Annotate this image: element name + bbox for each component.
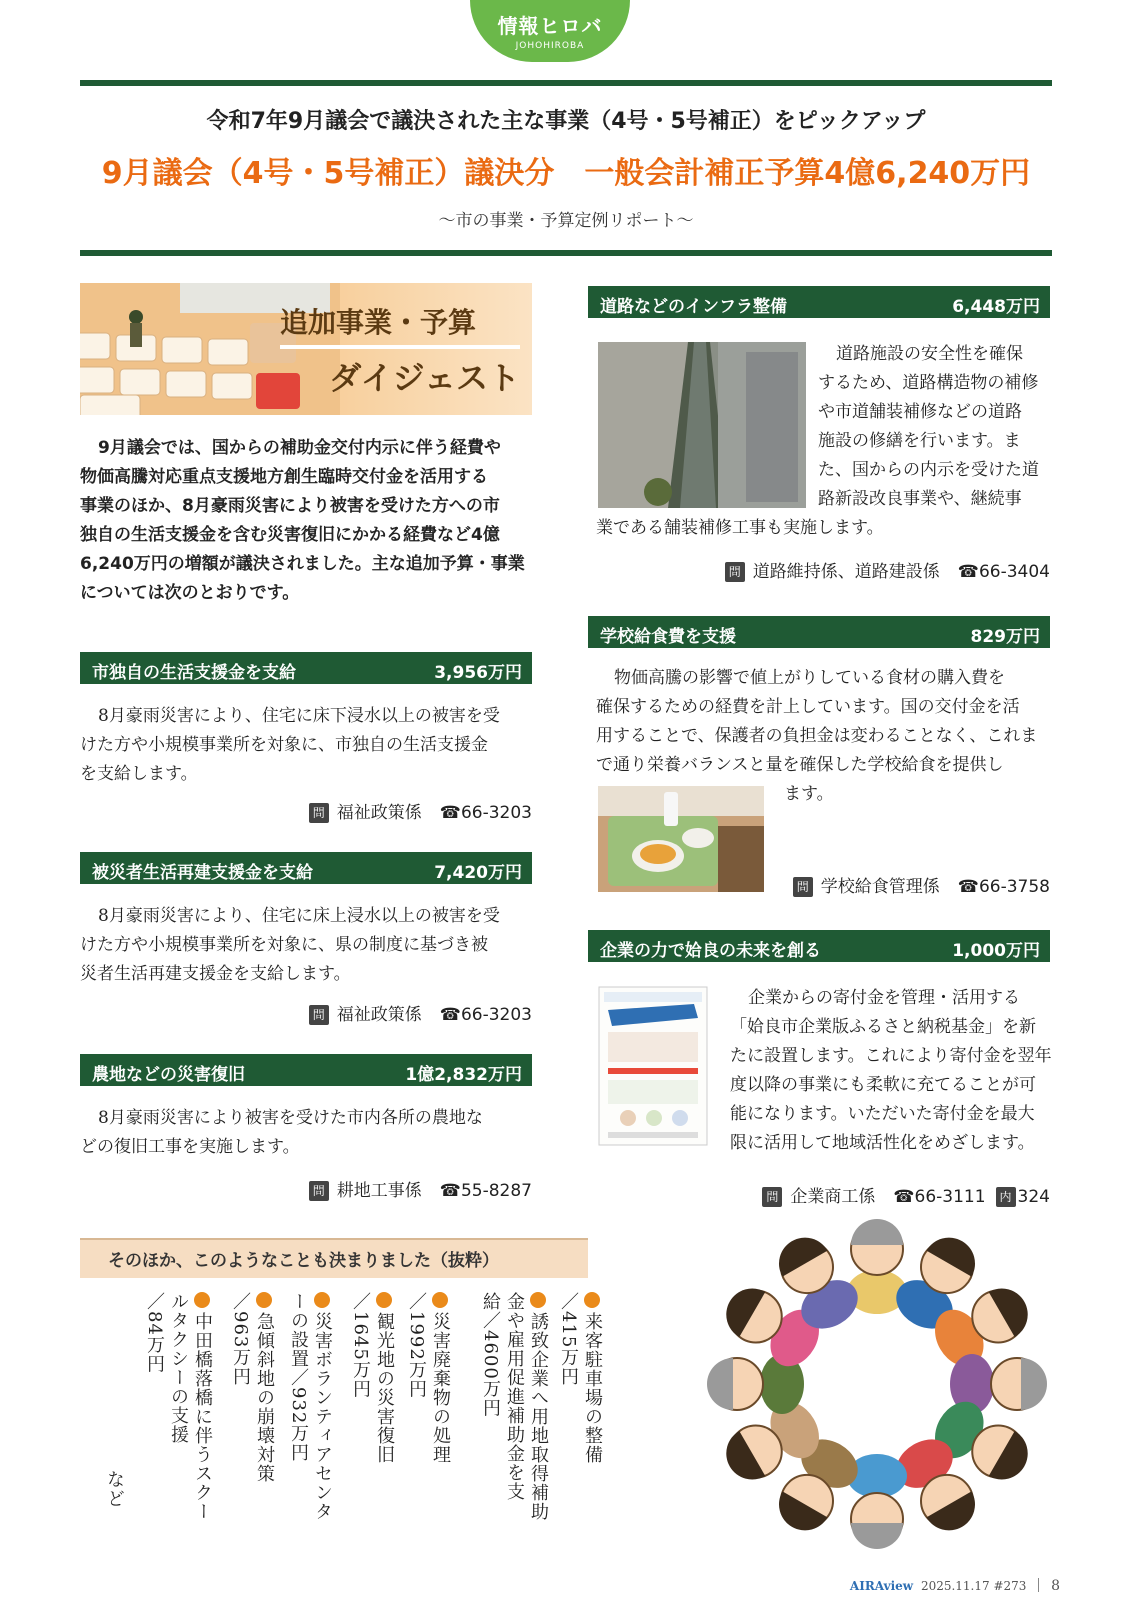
- body-line: けた方や小規模事業所を対象に、県の制度に基づき被: [80, 935, 488, 955]
- digest-banner: [80, 283, 532, 415]
- item-line: 金や雇用促進補助金を支: [504, 1292, 525, 1501]
- intro-line: 6,240万円の増額が議決されました。主な追加予算・事業: [80, 554, 525, 574]
- phone-number: 66-3203: [460, 1005, 532, 1025]
- section-amount: 1億2,832万円: [405, 1065, 522, 1085]
- contact-line: [290, 1176, 532, 1201]
- dept-name: 道路維持係、道路建設係: [752, 562, 940, 582]
- intro-line: 独自の生活支援金を含む災害復旧にかかる経費など4億: [80, 525, 500, 545]
- section-body: [80, 1104, 535, 1162]
- section-tab-subtitle: JOHOHIROBA: [515, 41, 585, 51]
- bullet-icon: [194, 1292, 210, 1308]
- section-title: 企業の力で姶良の未来を創る: [600, 941, 821, 961]
- dept-name: 学校給食管理係: [820, 877, 940, 897]
- magazine-brand: AIRAview: [849, 1579, 914, 1593]
- phone-icon: ☎: [439, 1005, 461, 1025]
- section-tab: [470, 0, 630, 62]
- item-line: 観光地の災害復旧: [374, 1312, 395, 1464]
- phone-number: 66-3203: [460, 803, 532, 823]
- body-line: 8月豪雨災害により、住宅に床下浸水以上の被害を受: [98, 706, 500, 726]
- item-line: ／415万円: [558, 1292, 579, 1387]
- section-title: 被災者生活再建支援金を支給: [92, 863, 313, 883]
- item-line: ーの設置／932万円: [288, 1292, 309, 1463]
- item-line: ／963万円: [230, 1292, 251, 1387]
- phone-icon: ☎: [957, 562, 979, 582]
- bullet-icon: [376, 1292, 392, 1308]
- body-line: た、国からの内示を受けた道: [818, 460, 1039, 480]
- section-header-living-support: [80, 652, 532, 684]
- body-line: 「姶良市企業版ふるさと納税基金」を新: [730, 1017, 1036, 1037]
- others-etc: など: [104, 1470, 125, 1508]
- inquiry-icon: 問: [309, 1005, 329, 1025]
- section-body: [596, 340, 1056, 543]
- intro-paragraph: [80, 434, 535, 608]
- page-headline: 9月議会（4号・5号補正）議決分 一般会計補正予算4億6,240万円: [101, 156, 1031, 191]
- bullet-icon: [432, 1292, 448, 1308]
- body-line: を支給します。: [80, 764, 198, 784]
- people-circle-illustration: [692, 1212, 1062, 1558]
- dept-name: 耕地工事係: [336, 1181, 422, 1201]
- list-item: [286, 1292, 334, 1521]
- contact-line: [290, 798, 532, 823]
- body-line: 用することで、保護者の負担金は変わることなく、これま: [596, 726, 1038, 746]
- item-line: 給／4600万円: [480, 1292, 501, 1418]
- inquiry-icon: 問: [309, 803, 329, 823]
- item-line: 災害廃棄物の処理: [430, 1312, 451, 1464]
- body-line: どの復旧工事を実施します。: [80, 1137, 300, 1157]
- inquiry-icon: 問: [309, 1181, 329, 1201]
- section-header-reconstruction-support: [80, 852, 532, 884]
- person-hair: [851, 1219, 903, 1245]
- contact-line: [700, 1182, 1050, 1207]
- bullet-icon: [584, 1292, 600, 1308]
- extension-number: 324: [1017, 1187, 1050, 1207]
- section-amount: 829万円: [970, 627, 1040, 647]
- item-line: ／1992万円: [406, 1292, 427, 1399]
- top-rule: [80, 80, 1052, 86]
- item-line: ／1645万円: [350, 1292, 371, 1399]
- header-bottom-rule: [80, 250, 1052, 256]
- section-header-corporate-fund: [588, 930, 1050, 962]
- person-hair: [707, 1358, 733, 1410]
- section-header-infrastructure: [588, 286, 1050, 318]
- body-line: けた方や小規模事業所を対象に、市独自の生活支援金: [80, 735, 488, 755]
- section-body: [80, 902, 535, 989]
- body-line: 企業からの寄付金を管理・活用する: [748, 988, 1020, 1008]
- item-line: ルタクシーの支援: [168, 1292, 189, 1444]
- phone-icon: ☎: [439, 1181, 461, 1201]
- body-line: 確保するための経費を計上しています。国の交付金を活: [596, 697, 1020, 717]
- section-amount: 7,420万円: [434, 863, 522, 883]
- issue-date: 2025.11.17 #273: [920, 1579, 1027, 1593]
- section-body: [730, 984, 1056, 1158]
- person-hair: [851, 1523, 903, 1549]
- section-title: 学校給食費を支援: [600, 627, 736, 647]
- page-title: 令和7年9月議会で議決された主な事業（4号・5号補正）をピックアップ: [206, 109, 926, 134]
- section-amount: 3,956万円: [434, 663, 522, 683]
- item-line: 来客駐車場の整備: [582, 1312, 603, 1464]
- intro-line: 9月議会では、国からの補助金交付内示に伴う経費や: [98, 438, 501, 458]
- section-amount: 1,000万円: [952, 941, 1040, 961]
- body-line: 路新設改良事業や、継続事: [818, 489, 1022, 509]
- phone-number: 66-3404: [978, 562, 1050, 582]
- banner-title-2: ダイジェスト: [280, 345, 520, 399]
- intro-line: 物価高騰対応重点支援地方創生臨時交付金を活用する: [80, 467, 488, 487]
- body-line: たに設置します。これにより寄付金を翌年: [730, 1046, 1052, 1066]
- others-title: そのほか、このようなことも決まりました（抜粋）: [108, 1251, 499, 1271]
- dept-name: 企業商工係: [790, 1187, 876, 1207]
- section-title: 道路などのインフラ整備: [600, 297, 787, 317]
- bullet-icon: [256, 1292, 272, 1308]
- body-line: 災者生活再建支援金を支給します。: [80, 964, 351, 984]
- body-line: 能になります。いただいた寄付金を最大: [730, 1104, 1035, 1124]
- contact-line: [700, 557, 1050, 582]
- extension-icon: 内: [996, 1187, 1016, 1207]
- phone-number: 66-3111: [914, 1187, 986, 1207]
- list-item: [228, 1292, 276, 1483]
- body-line: 8月豪雨災害により被害を受けた市内各所の農地な: [98, 1108, 483, 1128]
- phone-icon: ☎: [893, 1187, 915, 1207]
- contact-line: [290, 1000, 532, 1025]
- page-subtitle: ～市の事業・予算定例リポート～: [438, 211, 694, 231]
- banner-title-1: 追加事業・予算: [280, 306, 477, 339]
- body-line: 度以降の事業にも柔軟に充てることが可: [730, 1075, 1036, 1095]
- section-body: [80, 702, 535, 789]
- page-footer: [850, 1578, 1060, 1594]
- body-line: 施設の修繕を行います。ま: [818, 431, 1021, 451]
- dept-name: 福祉政策係: [336, 1005, 422, 1025]
- section-header-school-lunch: [588, 616, 1050, 648]
- intro-line: 事業のほか、8月豪雨災害により被害を受けた方への市: [80, 496, 500, 516]
- phone-number: 66-3758: [978, 877, 1050, 897]
- body-line: 業である舗装補修工事も実施します。: [596, 518, 884, 538]
- list-item: [348, 1292, 396, 1464]
- dept-name: 福祉政策係: [336, 803, 422, 823]
- section-title: 農地などの災害復旧: [92, 1065, 245, 1085]
- item-line: ／84万円: [144, 1292, 165, 1374]
- bullet-icon: [530, 1292, 546, 1308]
- item-line: 災害ボランティアセンタ: [312, 1312, 333, 1521]
- list-item: [478, 1292, 550, 1521]
- section-title: 市独自の生活支援金を支給: [92, 663, 296, 683]
- item-line: 急傾斜地の崩壊対策: [254, 1312, 275, 1483]
- fund-leaflet-thumbnail: [598, 986, 708, 1146]
- page-number: 8: [1051, 1578, 1060, 1594]
- intro-line: については次のとおりです。: [80, 583, 300, 603]
- phone-number: 55-8287: [460, 1181, 532, 1201]
- body-line: ます。: [784, 784, 834, 804]
- body-line: や市道舗装補修などの道路: [818, 402, 1022, 422]
- list-item: [556, 1292, 604, 1464]
- section-amount: 6,448万円: [952, 297, 1040, 317]
- body-line: 道路施設の安全性を確保: [836, 344, 1023, 364]
- phone-icon: ☎: [439, 803, 461, 823]
- person-hair: [1021, 1358, 1047, 1410]
- body-line: で通り栄養バランスと量を確保した学校給食を提供し: [596, 755, 1004, 775]
- body-line: 限に活用して地域活性化をめざします。: [730, 1133, 1035, 1153]
- phone-icon: ☎: [957, 877, 979, 897]
- inquiry-icon: 問: [762, 1187, 782, 1207]
- contact-line: [770, 872, 1050, 897]
- bullet-icon: [314, 1292, 330, 1308]
- inquiry-icon: 問: [725, 562, 745, 582]
- school-lunch-photo: [598, 786, 764, 892]
- list-item: [142, 1292, 214, 1521]
- section-header-farmland-recovery: [80, 1054, 532, 1086]
- item-line: 誘致企業へ用地取得補助: [528, 1312, 549, 1521]
- body-line: 物価高騰の影響で値上がりしている食材の購入費を: [614, 668, 1005, 688]
- inquiry-icon: 問: [793, 877, 813, 897]
- others-header-rule: [80, 1238, 588, 1280]
- body-line: 8月豪雨災害により、住宅に床上浸水以上の被害を受: [98, 906, 500, 926]
- item-line: 中田橋落橋に伴うスクー: [192, 1312, 213, 1521]
- section-tab-title: 情報ヒロバ: [497, 14, 603, 38]
- body-line: するため、道路構造物の補修: [818, 373, 1039, 393]
- list-item: [404, 1292, 452, 1464]
